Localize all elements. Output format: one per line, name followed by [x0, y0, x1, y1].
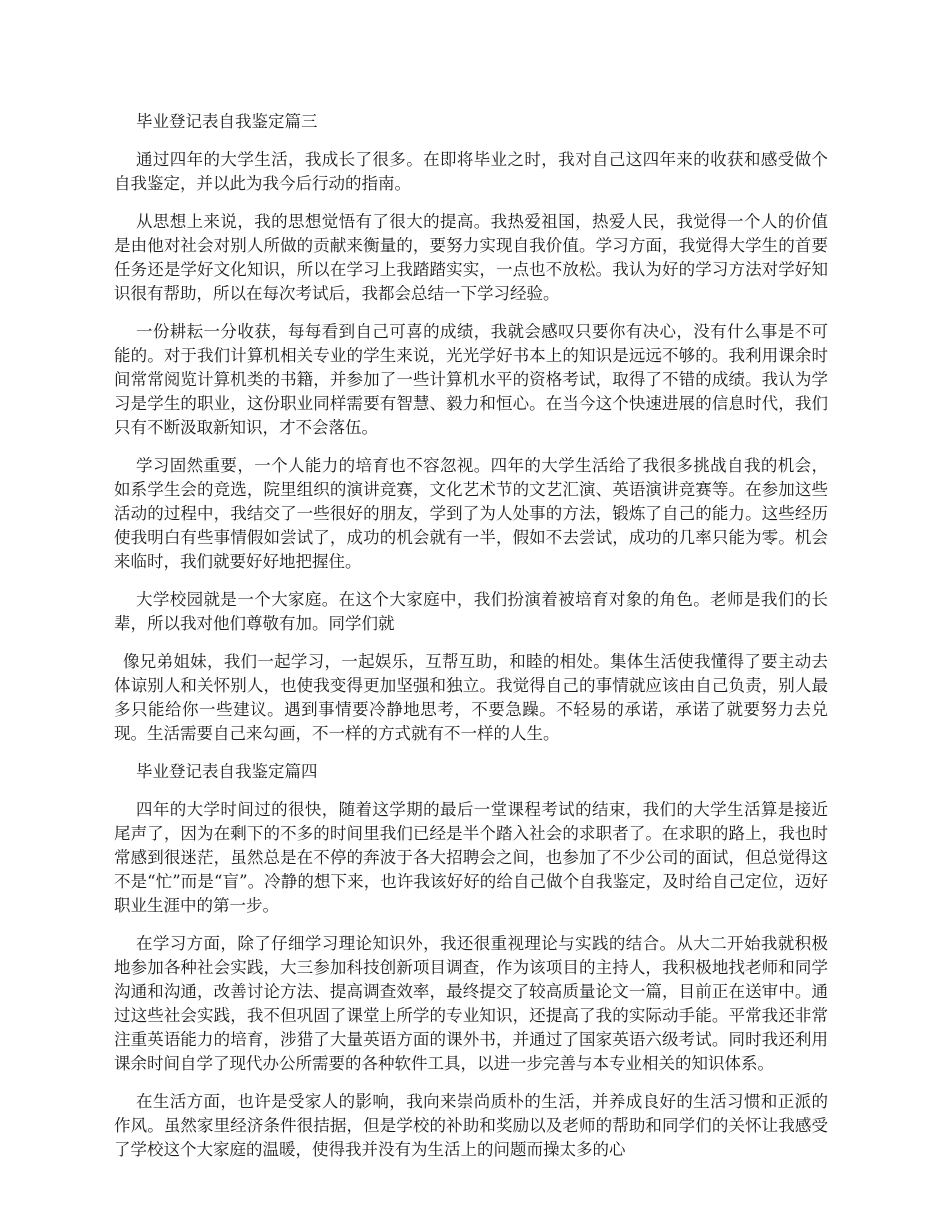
- paragraph: 在学习方面，除了仔细学习理论知识外，我还很重视理论与实践的结合。从大二开始我就积极地参加各种社会实践，大三参加科技创新项目调查，作为该项目的主持人，我积极地找老师和同学沟通和沟通，改善讨论方法、提高调查效率，最终提交了较高质量论文一篇，目前正在送审中。通过这些社会实践，我不但巩固了课堂上所学的专业知识，还提高了我的实际动手能。平常我还非常注重英语能力的培育，涉猎了大量英语方面的课外书，并通过了国家英语六级考试。同时我还利用课余时间自学了现代办公所需要的各种软件工具，以进一步完善与本专业相关的知识体系。: [114, 934, 828, 1073]
- paragraph: 在生活方面，也许是受家人的影响，我向来崇尚质朴的生活，并养成良好的生活习惯和正派的作风。虽然家里经济条件很拮据，但是学校的补助和奖励以及老师的帮助和同学们的关怀让我感受了学校这个大家庭的温暖，使得我并没有为生活上的问题而操太多的心: [114, 1092, 828, 1159]
- paragraph-continued: 像兄弟姐妹，我们一起学习，一起娱乐，互帮互助，和睦的相处。集体生活使我懂得了要主动去体谅别人和关怀别人，也使我变得更加坚强和独立。我觉得自己的事情就应该由自己负责，别人最多只能给你一些建议。遇到事情要冷静地思考，不要急躁。不轻易的承诺，承诺了就要努力去兑现。生活需要自己来勾画，不一样的方式就有不一样的人生。: [114, 652, 828, 743]
- paragraph: 一份耕耘一分收获，每每看到自己可喜的成绩，我就会感叹只要你有决心，没有什么事是不可能的。对于我们计算机相关专业的学生来说，光光学好书本上的知识是远远不够的。我利用课余时间常常阅览计算机类的书籍，并参加了一些计算机水平的资格考试，取得了不错的成绩。我认为学习是学生的职业，这份职业同样需要有智慧、毅力和恒心。在当今这个快速进展的信息时代，我们只有不断汲取新知识，才不会落伍。: [114, 322, 828, 437]
- paragraph: 从思想上来说，我的思想觉悟有了很大的提高。我热爱祖国，热爱人民，我觉得一个人的价值是由他对社会对别人所做的贡献来衡量的，要努力实现自我价值。学习方面，我觉得大学生的首要任务还是学好文化知识，所以在学习上我踏踏实实，一点也不放松。我认为好的学习方法对学好知识很有帮助，所以在每次考试后，我都会总结一下学习经验。: [114, 212, 828, 303]
- section-heading-3: 毕业登记表自我鉴定篇三: [136, 112, 318, 131]
- paragraph: 通过四年的大学生活，我成长了很多。在即将毕业之时，我对自己这四年来的收获和感受做个自我鉴定，并以此为我今后行动的指南。: [114, 150, 828, 193]
- paragraph: 四年的大学时间过的很快，随着这学期的最后一堂课程考试的结束，我们的大学生活算是接近尾声了，因为在剩下的不多的时间里我们已经是半个踏入社会的求职者了。在求职的路上，我也时常感到很迷茫，虽然总是在不停的奔波于各大招聘会之间，也参加了不少公司的面试，但总觉得这不是“忙”而是“盲”。冷静的想下来，也许我该好好的给自己做个自我鉴定，及时给自己定位，迈好职业生涯中的第一步。: [114, 800, 828, 915]
- paragraph: 大学校园就是一个大家庭。在这个大家庭中，我们扮演着被培育对象的角色。老师是我们的长辈，所以我对他们尊敬有加。同学们就: [114, 590, 828, 633]
- document-body: [114, 110, 828, 1162]
- paragraph: 学习固然重要，一个人能力的培育也不容忽视。四年的大学生活给了我很多挑战自我的机会，如系学生会的竞选，院里组织的演讲竞赛，文化艺术节的文艺汇演、英语演讲竞赛等。在参加这些活动的过程中，我结交了一些很好的朋友，学到了为人处事的方法，锻炼了自己的能力。这些经历使我明白有些事情假如尝试了，成功的机会就有一半，假如不去尝试，成功的几率只能为零。机会来临时，我们就要好好地把握住。: [114, 456, 828, 571]
- section-heading-4: 毕业登记表自我鉴定篇四: [136, 762, 318, 781]
